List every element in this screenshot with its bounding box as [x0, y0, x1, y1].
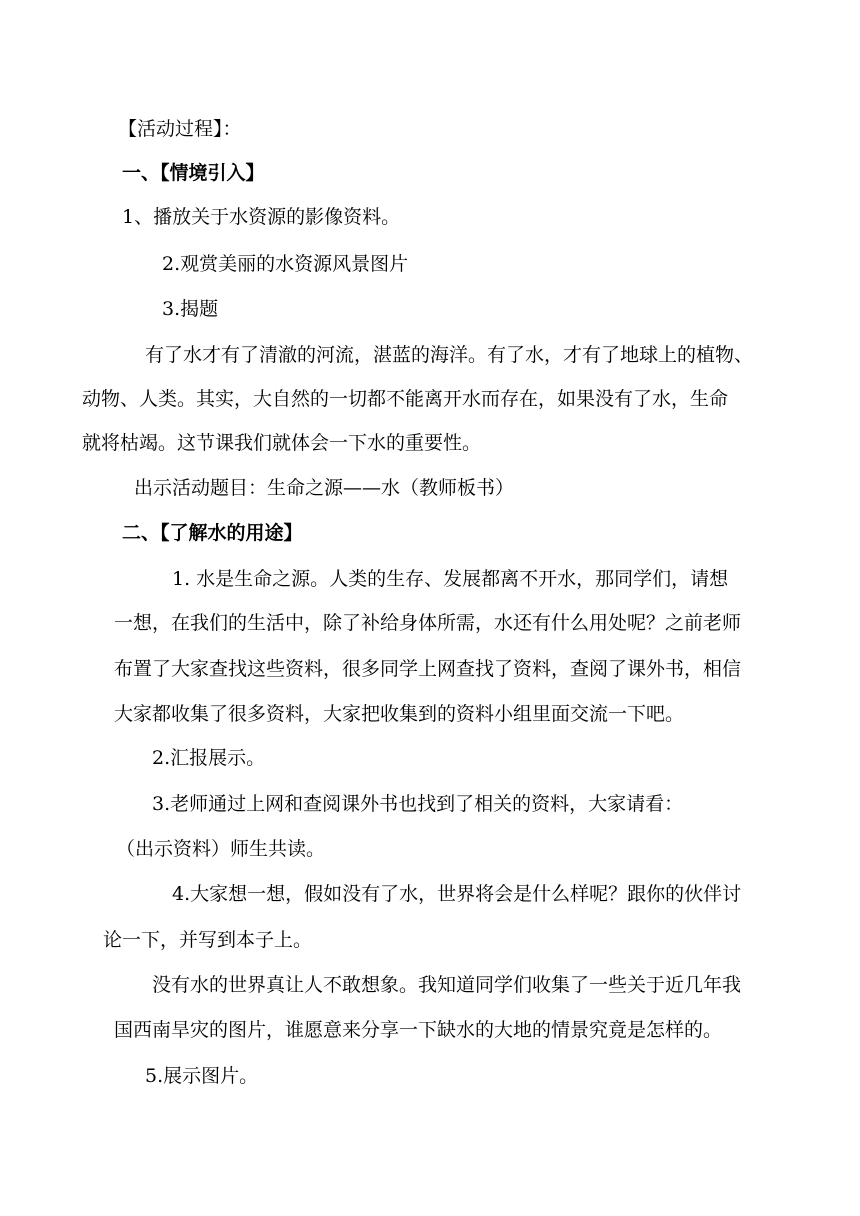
- part2-item-2: 2.汇报展示。: [152, 747, 266, 769]
- part2-item-4-line: 4.大家想一想，假如没有了水，世界将会是什么样呢？跟你的伙伴讨: [172, 883, 742, 905]
- part1-heading: 一、【情境引入】: [122, 162, 265, 184]
- part2-paragraph-line: 没有水的世界真让人不敢想象。我知道同学们收集了一些关于近几年我: [152, 974, 742, 996]
- part1-paragraph-line: 就将枯竭。这节课我们就体会一下水的重要性。: [82, 432, 482, 454]
- part1-item-3: 3.揭题: [162, 298, 219, 320]
- part1-item-2: 2.观赏美丽的水资源风景图片: [162, 253, 409, 275]
- part2-paragraph-line: 国西南旱灾的图片，谁愿意来分享一下缺水的大地的情景究竟是怎样的。: [114, 1019, 723, 1041]
- part2-item-3-line: 3.老师通过上网和查阅课外书也找到了相关的资料，大家请看：: [152, 793, 684, 815]
- part2-item-1-line: 1. 水是生命之源。人类的生存、发展都离不开水，那同学们，请想: [172, 568, 729, 590]
- part2-item-1-line: 布置了大家查找这些资料，很多同学上网查找了资料，查阅了课外书，相信: [114, 658, 742, 680]
- part2-item-4-line: 论一下，并写到本子上。: [103, 929, 313, 951]
- part2-heading: 二、【了解水的用途】: [122, 522, 303, 544]
- part2-item-1-line: 一想，在我们的生活中，除了补给身体所需，水还有什么用处呢？之前老师: [114, 612, 742, 634]
- part1-paragraph-line: 动物、人类。其实，大自然的一切都不能离开水而存在，如果没有了水，生命: [82, 388, 729, 410]
- part1-paragraph-line: 有了水才有了清澈的河流，湛蓝的海洋。有了水，才有了地球上的植物、: [145, 344, 754, 366]
- part1-item-1: 1、播放关于水资源的影像资料。: [122, 206, 401, 228]
- section-heading: 【活动过程】：: [118, 118, 242, 140]
- part2-item-5: 5.展示图片。: [145, 1065, 259, 1087]
- part2-item-1-line: 大家都收集了很多资料，大家把收集到的资料小组里面交流一下吧。: [114, 703, 685, 725]
- activity-topic: 出示活动题目：生命之源——水（教师板书）: [134, 477, 515, 499]
- part2-item-3-line: （出示资料）师生共读。: [116, 838, 326, 860]
